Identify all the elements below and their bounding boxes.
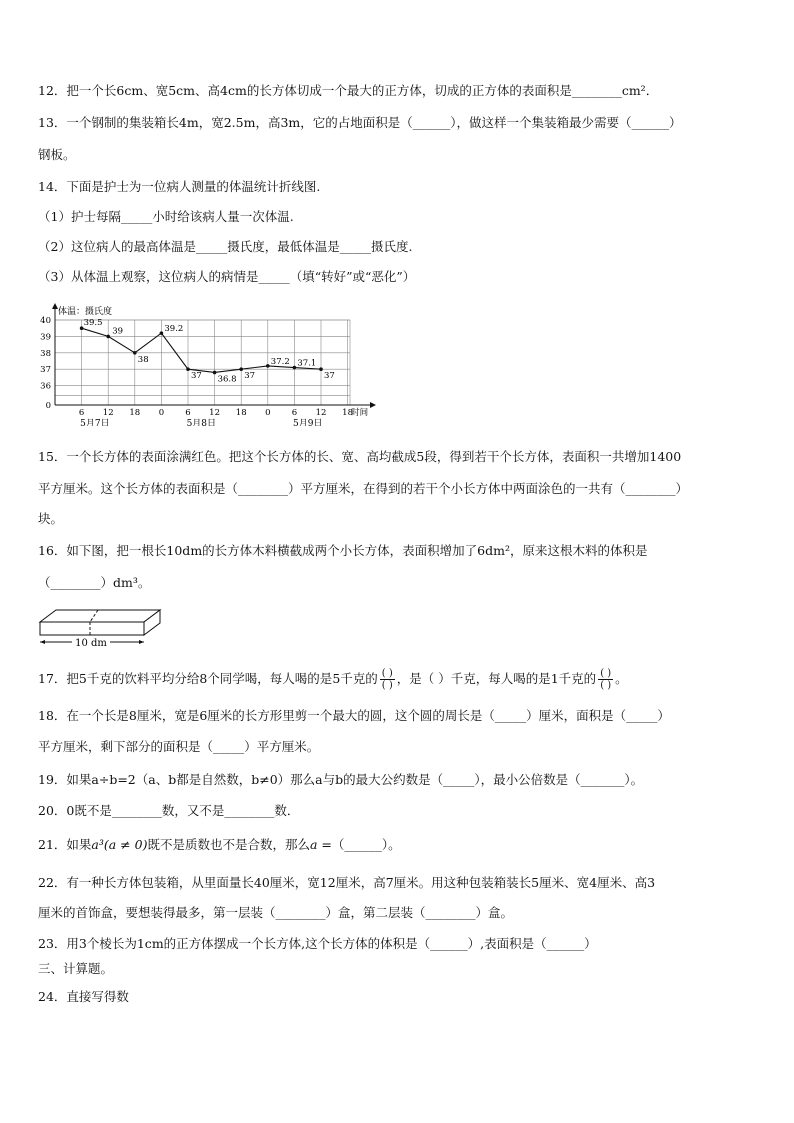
data-point [106,335,110,339]
data-point [213,371,217,375]
question-18-line2: 平方厘米，剩下部分的面积是（_____）平方厘米。 [38,739,320,754]
data-label: 37 [324,371,335,382]
question-24: 24．直接写得数 [38,989,129,1004]
question-22-line2: 厘米的首饰盒，要想装得最多，第一层装（________）盒，第二层装（________）盒。 [38,905,514,920]
question-12: 12．把一个长6cm、宽5cm、高4cm的长方体切成一个最大的正方体，切成的正方体的表面积是________cm²． [38,83,659,98]
data-label: 39.5 [83,318,103,329]
question-13-line1: 13．一个钢制的集装箱长4m，宽2.5m，高3m，它的占地面积是（______），做这样一个集装箱最少需要（______） [38,115,682,130]
data-label: 38 [137,354,149,365]
x-tick-label: 6 [78,408,85,418]
question-15-line1: 15．一个长方体的表面涂满红色。把这个长方体的长、宽、高均截成5段，得到若干个长方体，表面积一共增加1400 [38,449,682,464]
question-21: 21．如果a³(a ≠ 0)既不是质数也不是合数，那么a =（______）。 [38,837,401,852]
chart-series [80,318,335,384]
data-point [239,367,243,371]
fraction-blank-1: $\frac{( )}{( )}$ [381,668,393,691]
data-label: 39.2 [164,324,184,335]
x-tick-label: 12 [102,408,114,418]
question-19: 19．如果a÷b=2（a、b都是自然数，b≠0）那么a与b的最大公约数是（_____），最小公倍数是（_______）。 [38,772,644,787]
data-point [186,367,190,371]
question-16-line1: 16．如下图，把一根长10dm的长方体木料横截成两个小长方体，表面积增加了6dm²，原来这根木料的体积是 [38,543,648,558]
question-22-line1: 22．有一种长方体包装箱，从里面量长40厘米，宽12厘米，高7厘米。用这种包装箱装长5厘米、宽4厘米、高3 [38,875,656,890]
section-3-heading: 三、计算题。 [38,961,114,976]
q17-text-1: 17．把5千克的饮料平均分给8个同学喝，每人喝的是5千克的 [38,671,378,686]
question-13-line2: 钢板。 [38,147,76,162]
block-top-face [40,610,160,622]
data-point [319,367,323,371]
x-tick-label: 18 [342,408,354,418]
question-16-line2: （________）dm³。 [38,575,151,590]
question-14: 14．下面是护士为一位病人测量的体温统计折线图. [38,179,321,194]
y-tick-label: 38 [40,348,51,359]
y-tick-label: 40 [40,316,51,326]
x-tick-label: 0 [265,408,271,418]
question-18-line1: 18．在一个长是8厘米，宽是6厘米的长方形里剪一个最大的圆，这个圆的周长是（_____）厘米，面积是（_____） [38,708,670,723]
x-tick-label: 18 [235,408,247,418]
x-axis-arrow [370,402,376,408]
data-point [160,331,164,335]
question-20: 20．0既不是________数，又不是________数． [38,803,300,818]
dimension-arrow-left [40,640,45,644]
q17-text-2: ，是（ ）千克，每人喝的是1千克的 [396,671,597,686]
dimension-label: 10 dm [75,638,107,649]
y-tick-label: 37 [40,365,51,376]
y-axis-label: 体温：摄氏度 [58,307,113,317]
data-label: 37 [244,371,256,382]
question-14-2: （2）这位病人的最高体温是_____摄氏度，最低体温是_____摄氏度. [38,239,413,254]
y-tick-label: 39 [40,332,51,343]
dimension-arrow-right [139,640,144,644]
day-label: 5月9日 [292,419,323,426]
question-17 [38,668,628,691]
question-14-1: （1）护士每隔_____小时给该病人量一次体温. [38,209,294,224]
question-15-line2: 平方厘米。这个长方体的表面积是（________）平方厘米，在得到的若干个小长方体中两面涂色的一共有（________） [38,481,689,496]
x-tick-label: 6 [291,408,298,418]
temperature-line-chart [30,300,390,426]
data-label: 37 [191,371,202,382]
data-label: 36.8 [217,374,237,385]
x-tick-label: 6 [185,408,191,418]
x-tick-label: 0 [158,408,165,418]
x-tick-label: 12 [209,408,221,418]
day-label: 5月8日 [186,419,217,426]
q17-text-3: 。 [615,671,628,686]
data-point [293,366,297,370]
question-15-line3: 块。 [38,511,64,526]
block-front-face [40,622,144,635]
fraction-blank-2: $\frac{( )}{( )}$ [600,668,612,691]
wood-block-figure [36,604,166,650]
question-23: 23．用3个棱长为1cm的正方体摆成一个长方体,这个长方体的体积是（______）,表面积是（______） [38,936,597,951]
x-tick-label: 18 [129,408,141,418]
data-label: 37.2 [270,356,290,367]
question-14-3: （3）从体温上观察，这位病人的病情是_____（填“转好”或“恶化”） [38,269,416,284]
data-label: 39 [112,326,124,337]
q21-math-expression: a³(a ≠ 0) [91,837,148,852]
x-axis-label: 时间 [351,408,369,418]
y-tick-label: 36 [40,381,51,392]
x-tick-label: 12 [315,408,327,418]
y-tick-label: 0 [45,401,51,411]
data-point [266,364,270,368]
day-label: 5月7日 [80,419,110,426]
q21-math-a: a = [309,837,332,852]
data-point [133,351,137,355]
data-label: 37.1 [297,358,317,369]
